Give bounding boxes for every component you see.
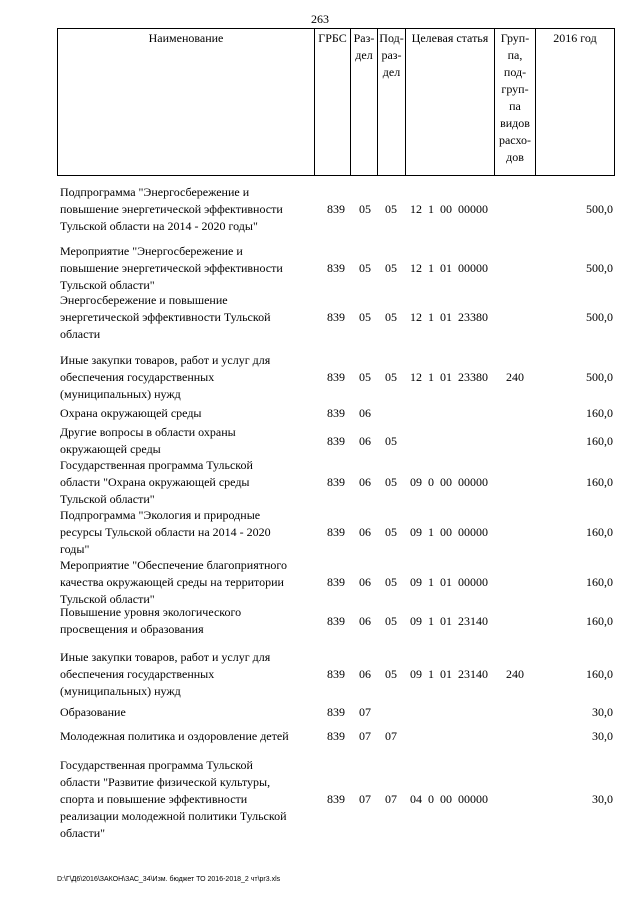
row-sum: 160,0 [586,434,613,448]
row-group: 240 [506,370,524,384]
row-sum: 500,0 [586,261,613,275]
row-target: 09 1 01 23140 [410,667,488,681]
row-razdel: 06 [359,475,371,489]
row-podrazdel: 05 [385,370,397,384]
row-podrazdel: 07 [385,729,397,743]
row-name: Охрана окружающей среды [60,406,202,420]
row-razdel: 06 [359,406,371,420]
row-podrazdel: 05 [385,261,397,275]
row-target: 09 1 01 23140 [410,614,488,628]
table-row [0,243,640,294]
row-target: 09 0 00 00000 [410,475,488,489]
row-sum: 30,0 [592,705,613,719]
row-sum: 500,0 [586,310,613,324]
row-name: Иные закупки товаров, работ и услуг для обеспечения государственных (муниципальных) нужд [60,650,271,698]
row-sum: 160,0 [586,667,613,681]
row-podrazdel: 05 [385,475,397,489]
row-sum: 500,0 [586,370,613,384]
row-podrazdel: 05 [385,667,397,681]
row-name: Мероприятие "Обеспечение благоприятного качества окружающей среды на территории Тульской области" [60,558,288,606]
table-row [0,557,640,608]
row-sum: 160,0 [586,575,613,589]
header-podrazdel: Под- раз- дел [378,29,406,175]
row-razdel: 06 [359,614,371,628]
row-name: Государственная программа Тульской области "Охрана окружающей среды Тульской области" [60,458,253,506]
row-razdel: 07 [359,705,371,719]
row-name: Другие вопросы в области охраны окружающей среды [60,425,236,456]
header-target: Целевая статья [406,29,495,175]
row-grbs: 839 [327,202,345,216]
row-sum: 30,0 [592,729,613,743]
table-row [0,604,640,638]
row-podrazdel: 05 [385,575,397,589]
row-name: Иные закупки товаров, работ и услуг для обеспечения государственных (муниципальных) нужд [60,353,271,401]
row-razdel: 06 [359,667,371,681]
row-grbs: 839 [327,792,345,806]
row-razdel: 06 [359,434,371,448]
row-grbs: 839 [327,310,345,324]
page-number: 263 [311,12,329,26]
table-row [0,649,640,700]
table-row [0,507,640,558]
row-name: Подпрограмма "Экология и природные ресурсы Тульской области на 2014 - 2020 годы" [60,508,271,556]
row-razdel: 06 [359,525,371,539]
row-grbs: 839 [327,475,345,489]
table-row [0,424,640,458]
header-name: Наименование [58,29,315,175]
row-name: Образование [60,705,126,719]
row-name: Государственная программа Тульской области "Развитие физической культуры, спорта и повышение эффективности реализации молодежной политики Тульской области" [60,758,287,840]
row-grbs: 839 [327,667,345,681]
row-podrazdel: 05 [385,202,397,216]
table-row [0,405,640,422]
row-razdel: 07 [359,792,371,806]
table-row [0,757,640,842]
row-grbs: 839 [327,575,345,589]
header-year: 2016 год [553,31,597,45]
row-sum: 160,0 [586,475,613,489]
table-header [57,28,615,176]
row-grbs: 839 [327,525,345,539]
row-razdel: 05 [359,261,371,275]
row-grbs: 839 [327,434,345,448]
row-sum: 30,0 [592,792,613,806]
row-target: 12 1 00 00000 [410,202,488,216]
table-row [0,184,640,235]
row-razdel: 05 [359,310,371,324]
row-razdel: 07 [359,729,371,743]
row-target: 04 0 00 00000 [410,792,488,806]
row-name: Мероприятие "Энергосбережение и повышение энергетической эффективности Тульской области" [60,244,283,292]
header-razdel: Раз- дел [351,29,378,175]
row-razdel: 06 [359,575,371,589]
row-podrazdel: 05 [385,614,397,628]
row-grbs: 839 [327,614,345,628]
row-target: 12 1 01 23380 [410,370,488,384]
table-row [0,352,640,403]
table-row [0,457,640,508]
row-name: Энергосбережение и повышение энергетической эффективности Тульской области [60,293,271,341]
row-target: 12 1 01 00000 [410,261,488,275]
row-sum: 500,0 [586,202,613,216]
row-name: Молодежная политика и оздоровление детей [60,729,289,743]
row-name: Повышение уровня экологического просвещения и образования [60,605,242,636]
row-grbs: 839 [327,370,345,384]
row-sum: 160,0 [586,525,613,539]
row-target: 12 1 01 23380 [410,310,488,324]
row-grbs: 839 [327,261,345,275]
row-podrazdel: 07 [385,792,397,806]
row-podrazdel: 05 [385,434,397,448]
file-path-footer: D:\Г\Д6\2016\ЗАКОН\ЗАС_34\Изм. бюджет ТО 2016-2018_2 чт\pr3.xls [57,876,281,883]
row-razdel: 05 [359,202,371,216]
table-row [0,292,640,343]
row-target: 09 1 01 00000 [410,575,488,589]
row-grbs: 839 [327,729,345,743]
row-group: 240 [506,667,524,681]
table-row [0,704,640,721]
header-grbs: ГРБС [315,29,351,175]
row-sum: 160,0 [586,406,613,420]
row-podrazdel: 05 [385,525,397,539]
row-name: Подпрограмма "Энергосбережение и повышение энергетической эффективности Тульской области на 2014 - 2020 годы" [60,185,283,233]
table-row [0,728,640,745]
header-group: Груп- па, под- груп- па видов расхо- дов [495,29,536,175]
row-podrazdel: 05 [385,310,397,324]
row-grbs: 839 [327,705,345,719]
row-grbs: 839 [327,406,345,420]
row-target: 09 1 00 00000 [410,525,488,539]
row-sum: 160,0 [586,614,613,628]
row-razdel: 05 [359,370,371,384]
